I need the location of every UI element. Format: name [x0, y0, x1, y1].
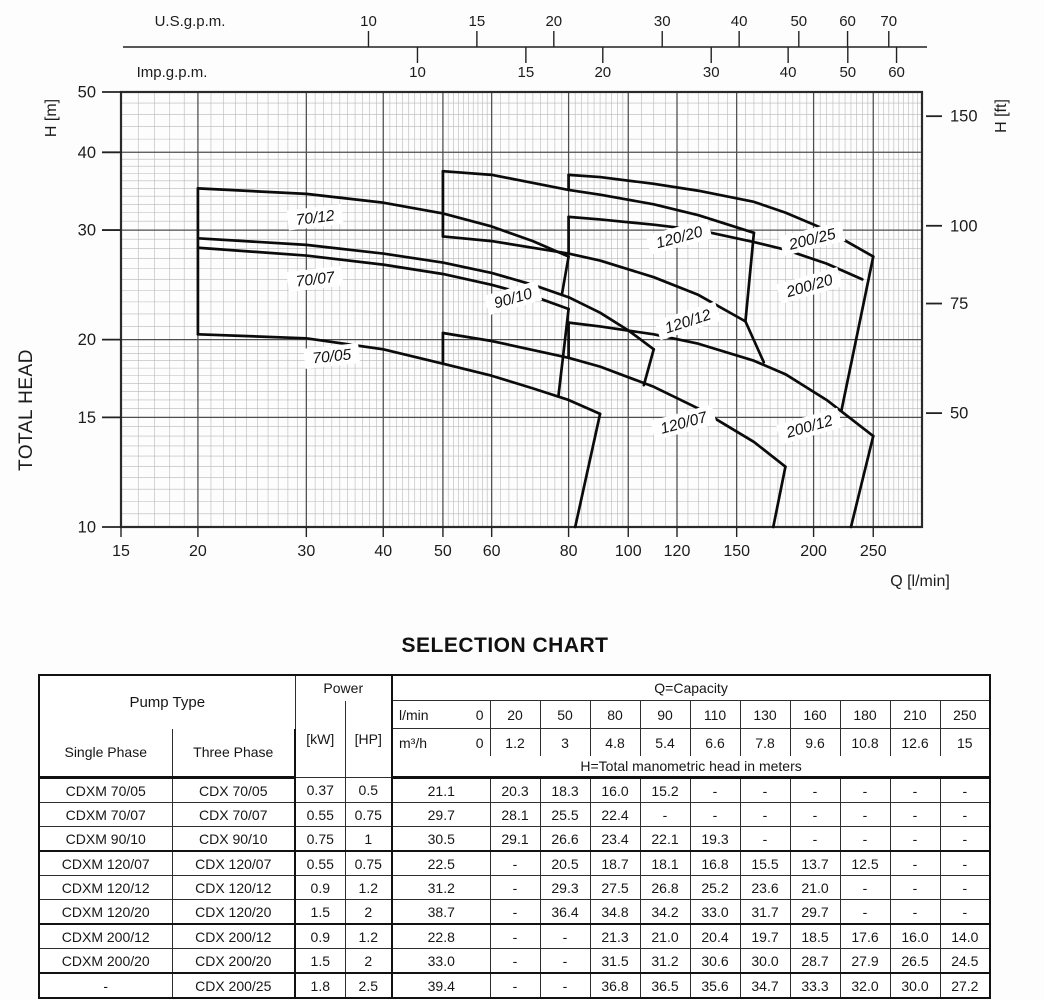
plot-border [121, 92, 922, 527]
three-phase-cell: CDX 200/12 [172, 924, 295, 949]
imp-gpm-tick-label: 40 [779, 64, 797, 81]
head-value-cell: 18.3 [540, 778, 590, 803]
lmin-value-cell: 180 [840, 701, 890, 729]
head-value-cell: - [540, 949, 590, 974]
x-tick-label: 200 [800, 543, 827, 560]
svg-text:120/20: 120/20 [654, 223, 705, 253]
m3h-label: m³/h [399, 734, 428, 751]
kw-cell: 1.5 [295, 900, 345, 925]
us-gpm-tick-label: 40 [730, 13, 748, 30]
single-phase-cell: CDXM 200/20 [39, 949, 172, 974]
power-header: Power [295, 675, 392, 701]
head-value-cell: 22.1 [640, 827, 690, 852]
kw-cell: 1.8 [295, 973, 345, 998]
head-value-cell: - [890, 876, 940, 900]
m3h-value-cell: 9.6 [790, 729, 840, 757]
head-value-cell: 23.6 [740, 876, 790, 900]
y-axis-labels-ft [926, 108, 978, 423]
single-phase-cell: CDXM 120/07 [39, 851, 172, 876]
head-value-cell: - [940, 827, 990, 852]
head-value-cell: 21.0 [640, 924, 690, 949]
pump-type-header: Pump Type [39, 675, 295, 729]
three-phase-cell: CDX 70/05 [172, 778, 295, 803]
m3h-value-cell: 7.8 [740, 729, 790, 757]
y-axis-labels-m [78, 84, 121, 537]
head-value-cell: 16.8 [690, 851, 740, 876]
capacity-header: Q=Capacity [392, 675, 990, 701]
head-value-cell: 26.6 [540, 827, 590, 852]
head-value-cell: - [740, 827, 790, 852]
y-tick-label-m: 30 [77, 221, 96, 240]
x-tick-label: 60 [482, 543, 501, 560]
us-gpm-tick-label: 70 [880, 13, 898, 30]
x-tick-label: 250 [859, 543, 887, 560]
three-phase-cell: CDX 200/25 [172, 973, 295, 998]
three-phase-cell: CDX 200/20 [172, 949, 295, 974]
head-value-cell: - [890, 778, 940, 803]
y-tick-label-m: 40 [77, 143, 96, 162]
head-value-cell: 28.7 [790, 949, 840, 974]
head-value-cell: 19.7 [740, 924, 790, 949]
x-tick-label: 30 [297, 543, 316, 560]
x-tick-label: 15 [112, 543, 130, 560]
us-gpm-tick-label: 60 [839, 13, 856, 30]
m3h-value-cell: 6.6 [690, 729, 740, 757]
head-value-cell: 27.2 [940, 973, 990, 998]
head-value-cell: - [740, 803, 790, 827]
svg-text:90/10: 90/10 [492, 285, 535, 313]
head-value-cell: 30.5 [392, 827, 490, 852]
table-row [39, 803, 990, 827]
total-head-title: TOTAL HEAD [16, 349, 37, 471]
m3h-first-value: 0 [475, 734, 484, 751]
kw-header: [kW] [295, 701, 345, 778]
x-tick-label: 150 [723, 543, 751, 560]
single-phase-cell: CDXM 70/05 [39, 778, 172, 803]
x-tick-label: 80 [559, 543, 578, 560]
head-value-cell: 18.7 [590, 851, 640, 876]
head-value-cell: 31.2 [392, 876, 490, 900]
head-value-cell: 29.1 [490, 827, 540, 852]
head-value-cell: 27.9 [840, 949, 890, 974]
head-value-cell: - [890, 827, 940, 852]
imp-gpm-tick-label: 10 [409, 64, 426, 81]
head-value-cell: 32.0 [840, 973, 890, 998]
imp-gpm-tick-label: 60 [888, 64, 905, 81]
table-row [39, 876, 990, 900]
head-value-cell: - [890, 803, 940, 827]
svg-text:70/12: 70/12 [294, 207, 336, 230]
head-value-cell: - [490, 876, 540, 900]
head-value-cell: 19.3 [690, 827, 740, 852]
curve-label-70-05 [303, 343, 360, 369]
m3h-value-cell: 3 [540, 729, 590, 757]
imp-gpm-tick-label: 30 [702, 64, 720, 81]
imp-gpm-label: Imp.g.p.m. [136, 64, 208, 81]
m3h-value-cell: 4.8 [590, 729, 640, 757]
us-gpm-tick-label: 15 [468, 13, 486, 30]
head-value-cell: - [840, 900, 890, 925]
head-value-cell: 34.8 [590, 900, 640, 925]
m3h-value-cell: 1.2 [490, 729, 540, 757]
head-value-cell: - [640, 803, 690, 827]
head-value-cell: - [940, 876, 990, 900]
lmin-value-cell: 50 [540, 701, 590, 729]
head-value-cell: 33.0 [392, 949, 490, 974]
head-value-cell: - [940, 778, 990, 803]
head-value-cell: 20.5 [540, 851, 590, 876]
x-tick-label: 120 [663, 543, 691, 560]
y-tick-label-ft: 50 [950, 404, 969, 423]
head-value-cell: 31.5 [590, 949, 640, 974]
head-value-cell: - [490, 949, 540, 974]
x-tick-label: 20 [189, 543, 207, 560]
head-value-cell: 26.5 [890, 949, 940, 974]
head-value-cell: 14.0 [940, 924, 990, 949]
x-axis-title: Q [l/min] [890, 573, 950, 590]
imp-gpm-tick-label: 50 [839, 64, 857, 81]
head-value-cell: - [490, 851, 540, 876]
head-value-cell: 30.0 [890, 973, 940, 998]
family-120-max-flow [745, 233, 763, 362]
y-axis-title-m: H [m] [43, 98, 60, 138]
head-value-cell: 18.1 [640, 851, 690, 876]
head-value-cell: 21.0 [790, 876, 840, 900]
single-phase-header: Single Phase [39, 729, 172, 778]
head-value-cell: 29.7 [392, 803, 490, 827]
head-value-cell: 31.7 [740, 900, 790, 925]
three-phase-cell: CDX 120/07 [172, 851, 295, 876]
m3h-value-cell: 5.4 [640, 729, 690, 757]
us-gpm-tick-label: 10 [360, 13, 377, 30]
kw-cell: 1.5 [295, 949, 345, 974]
head-value-cell: 33.0 [690, 900, 740, 925]
head-value-cell: 17.6 [840, 924, 890, 949]
m3h-header-row [39, 729, 990, 757]
head-value-cell: - [790, 827, 840, 852]
head-value-cell: 13.7 [790, 851, 840, 876]
head-value-cell: 21.1 [392, 778, 490, 803]
svg-text:120/07: 120/07 [658, 409, 709, 438]
us-gpm-tick-label: 30 [653, 13, 671, 30]
curve-label-70-12 [287, 204, 344, 231]
y-tick-label-m: 50 [77, 83, 96, 102]
hp-cell: 2.5 [345, 973, 392, 998]
single-phase-cell: CDXM 120/20 [39, 900, 172, 925]
hp-header: [HP] [345, 701, 392, 778]
head-value-cell: - [840, 778, 890, 803]
head-value-cell: 18.5 [790, 924, 840, 949]
head-value-cell: 15.2 [640, 778, 690, 803]
curve-label-70-07 [287, 266, 344, 293]
table-row [39, 949, 990, 974]
head-value-cell: 12.5 [840, 851, 890, 876]
head-value-cell: 24.5 [940, 949, 990, 974]
table-row [39, 827, 990, 852]
head-value-cell: 22.4 [590, 803, 640, 827]
kw-cell: 0.55 [295, 803, 345, 827]
head-value-cell: 15.5 [740, 851, 790, 876]
curve-label-120-07 [650, 404, 717, 440]
y-tick-label-m: 10 [77, 518, 96, 537]
head-value-cell: - [490, 924, 540, 949]
us-gpm-label: U.S.g.p.m. [154, 13, 226, 30]
single-phase-cell: CDXM 90/10 [39, 827, 172, 852]
m3h-value-cell: 12.6 [890, 729, 940, 757]
m3h-value-cell: 15 [940, 729, 990, 757]
pump-curve-90-10 [198, 238, 654, 349]
grid [121, 92, 922, 527]
head-value-cell: 20.3 [490, 778, 540, 803]
curve-120-07-max-flow [773, 467, 785, 527]
table-row [39, 778, 990, 803]
y-tick-label-ft: 100 [950, 217, 978, 236]
table-row [39, 924, 990, 949]
single-phase-cell: CDXM 70/07 [39, 803, 172, 827]
kw-cell: 0.55 [295, 851, 345, 876]
head-value-cell: 33.3 [790, 973, 840, 998]
lmin-value-cell: 250 [940, 701, 990, 729]
head-value-cell: - [490, 900, 540, 925]
y-tick-label-ft: 150 [950, 107, 978, 126]
kw-cell: 0.9 [295, 924, 345, 949]
hp-cell: 0.75 [345, 851, 392, 876]
x-tick-label: 50 [434, 543, 452, 560]
head-note: H=Total manometric head in meters [392, 756, 990, 778]
single-phase-cell: CDXM 200/12 [39, 924, 172, 949]
table-row [39, 900, 990, 925]
m3h-value-cell: 10.8 [840, 729, 890, 757]
head-value-cell: 30.0 [740, 949, 790, 974]
imp-gpm-tick-label: 15 [517, 64, 535, 81]
single-phase-cell: - [39, 973, 172, 998]
lmin-value-cell: 210 [890, 701, 940, 729]
y-tick-label-ft: 75 [950, 295, 969, 314]
head-value-cell: - [890, 851, 940, 876]
lmin-first-value: 0 [475, 706, 484, 723]
head-value-cell: 39.4 [392, 973, 490, 998]
lmin-value-cell: 160 [790, 701, 840, 729]
curve-70-12-max-flow [562, 257, 569, 295]
gpm-scales [123, 13, 927, 81]
lmin-value-cell: 20 [490, 701, 540, 729]
svg-text:70/05: 70/05 [311, 346, 353, 368]
head-value-cell: 30.6 [690, 949, 740, 974]
head-value-cell: 25.5 [540, 803, 590, 827]
three-phase-cell: CDX 120/20 [172, 900, 295, 925]
kw-cell: 0.75 [295, 827, 345, 852]
head-value-cell: - [890, 900, 940, 925]
head-value-cell: 25.2 [690, 876, 740, 900]
head-value-cell: 26.8 [640, 876, 690, 900]
head-value-cell: 22.8 [392, 924, 490, 949]
lmin-value-cell: 80 [590, 701, 640, 729]
selection-chart-title: SELECTION CHART [401, 634, 609, 657]
head-value-cell: - [940, 851, 990, 876]
head-value-cell: - [790, 778, 840, 803]
head-value-cell: 29.7 [790, 900, 840, 925]
head-value-cell: 36.4 [540, 900, 590, 925]
imp-gpm-tick-label: 20 [594, 64, 612, 81]
x-tick-label: 100 [614, 543, 642, 560]
lmin-value-cell: 110 [690, 701, 740, 729]
head-value-cell: - [690, 778, 740, 803]
hp-cell: 0.5 [345, 778, 392, 803]
head-value-cell: - [940, 900, 990, 925]
head-value-cell: 20.4 [690, 924, 740, 949]
table-row [39, 851, 990, 876]
hp-cell: 1.2 [345, 876, 392, 900]
selection-table [38, 674, 991, 999]
lmin-label: l/min [399, 706, 429, 723]
y-axis-title-ft: H [ft] [993, 99, 1010, 133]
curve-label-200-25 [779, 221, 846, 256]
three-phase-cell: CDX 70/07 [172, 803, 295, 827]
lmin-value-cell: 130 [740, 701, 790, 729]
hp-cell: 2 [345, 900, 392, 925]
svg-text:200/20: 200/20 [784, 271, 835, 302]
kw-cell: 0.9 [295, 876, 345, 900]
y-tick-label-m: 20 [77, 331, 96, 350]
hp-cell: 2 [345, 949, 392, 974]
svg-text:200/25: 200/25 [787, 225, 838, 254]
three-phase-header: Three Phase [172, 729, 295, 778]
head-value-cell: 22.5 [392, 851, 490, 876]
head-value-cell: 23.4 [590, 827, 640, 852]
head-value-cell: - [840, 876, 890, 900]
head-value-cell: - [690, 803, 740, 827]
us-gpm-tick-label: 50 [790, 13, 808, 30]
head-value-cell: - [840, 827, 890, 852]
y-tick-label-m: 15 [77, 408, 96, 427]
head-value-cell: 21.3 [590, 924, 640, 949]
hp-cell: 0.75 [345, 803, 392, 827]
head-value-cell: 36.5 [640, 973, 690, 998]
x-tick-label: 40 [374, 543, 393, 560]
kw-cell: 0.37 [295, 778, 345, 803]
head-value-cell: 31.2 [640, 949, 690, 974]
head-value-cell: - [740, 778, 790, 803]
lmin-unit-cell [392, 701, 490, 729]
head-value-cell: - [940, 803, 990, 827]
m3h-unit-cell [392, 729, 490, 757]
head-value-cell: - [490, 973, 540, 998]
head-value-cell: 16.0 [590, 778, 640, 803]
svg-text:70/07: 70/07 [294, 269, 336, 291]
head-value-cell: 36.8 [590, 973, 640, 998]
head-value-cell: 27.5 [590, 876, 640, 900]
hp-cell: 1.2 [345, 924, 392, 949]
head-value-cell: 28.1 [490, 803, 540, 827]
head-value-cell: 34.7 [740, 973, 790, 998]
head-value-cell: - [540, 973, 590, 998]
curve-90-10-max-flow [644, 349, 654, 385]
head-value-cell: - [540, 924, 590, 949]
svg-text:120/12: 120/12 [662, 306, 714, 338]
head-value-cell: 38.7 [392, 900, 490, 925]
head-value-cell: 16.0 [890, 924, 940, 949]
head-value-cell: 34.2 [640, 900, 690, 925]
us-gpm-tick-label: 20 [545, 13, 563, 30]
table-row [39, 973, 990, 998]
single-phase-cell: CDXM 120/12 [39, 876, 172, 900]
head-value-cell: 29.3 [540, 876, 590, 900]
hp-cell: 1 [345, 827, 392, 852]
three-phase-cell: CDX 90/10 [172, 827, 295, 852]
svg-text:200/12: 200/12 [784, 412, 835, 442]
x-axis-labels [112, 527, 887, 560]
head-value-cell: 35.6 [690, 973, 740, 998]
three-phase-cell: CDX 120/12 [172, 876, 295, 900]
head-value-cell: - [840, 803, 890, 827]
lmin-value-cell: 90 [640, 701, 690, 729]
head-value-cell: - [790, 803, 840, 827]
